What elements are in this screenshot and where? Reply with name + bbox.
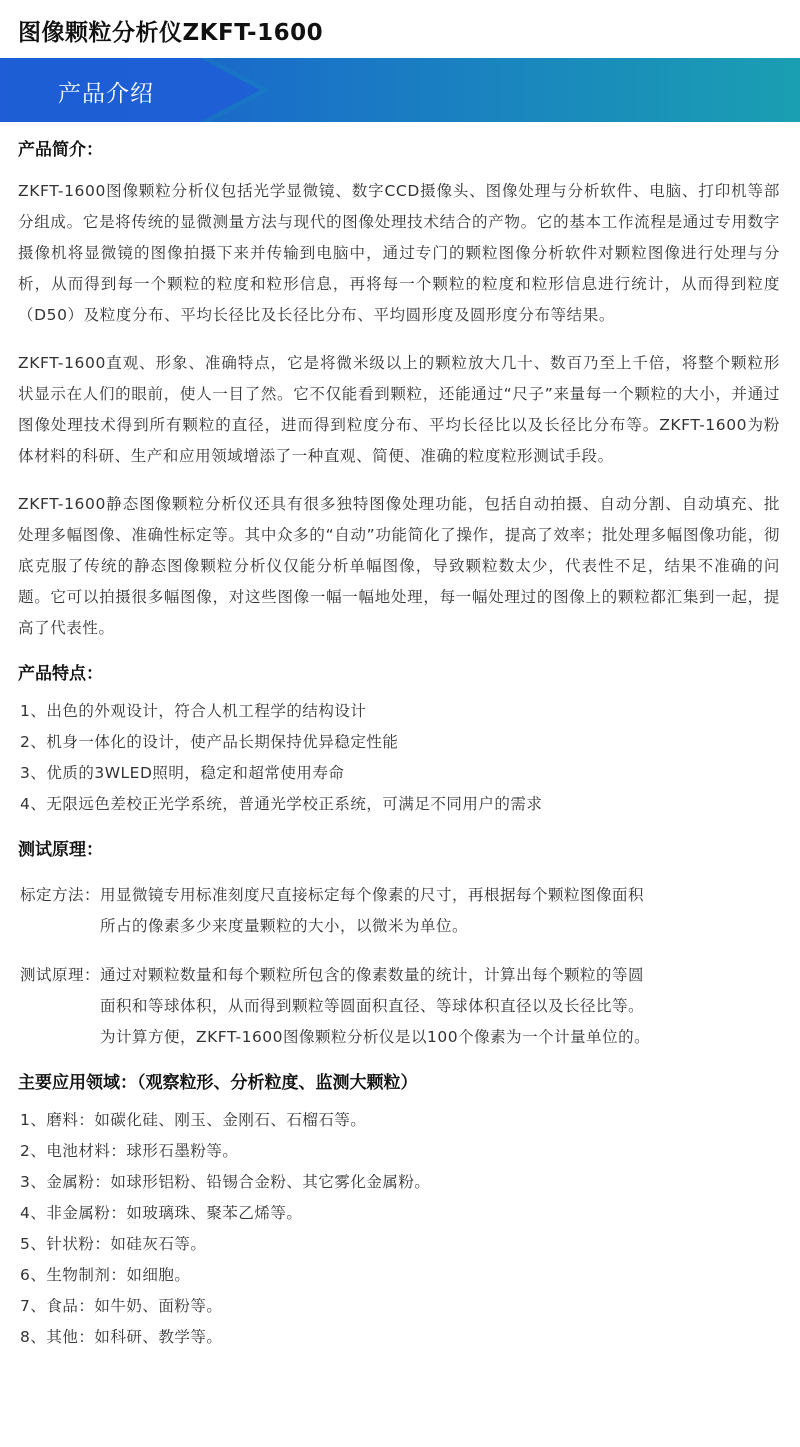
intro-paragraph-2: ZKFT-1600直观、形象、准确特点，它是将微米级以上的颗粒放大几十、数百乃至上千倍，将整个颗粒形状显示在人们的眼前，使人一目了然。它不仅能看到颗粒，还能通过“尺子”来量每一个颗粒的大小，并通过图像处理技术得到所有颗粒的直径，进而得到粒度分布、平均长径比以及长径比分布等。ZKFT-1600为粉体材料的科研、生产和应用领域增添了一种直观、简便、准确的粒度粒形测试手段。 <box>18 354 780 465</box>
principle-line: 所占的像素多少来度量颗粒的大小，以微米为单位。 <box>100 917 469 935</box>
principle-label: 测试原理： <box>20 966 101 984</box>
principle-line: 为计算方便，ZKFT-1600图像颗粒分析仪是以100个像素为一个计量单位的。 <box>100 1028 651 1046</box>
section-banner <box>0 58 800 122</box>
main-content <box>0 132 800 1353</box>
principle-line: 面积和等球体积，从而得到颗粒等圆面积直径、等球体积直径以及长径比等。 <box>100 997 645 1015</box>
list-item: 3、金属粉：如球形铝粉、铅锡合金粉、其它雾化金属粉。 <box>20 1173 431 1191</box>
principle-body <box>100 880 780 942</box>
applications-list <box>20 1105 800 1353</box>
list-item: 1、磨料：如碳化硅、刚玉、金刚石、石榴石等。 <box>20 1111 367 1129</box>
principle-entry-testing <box>20 960 780 1053</box>
list-item: 3、优质的3WLED照明，稳定和超常使用寿命 <box>20 764 345 782</box>
principle-entry-calibration <box>20 880 780 942</box>
principle-line: 通过对颗粒数量和每个颗粒所包含的像素数量的统计，计算出每个颗粒的等圆 <box>100 966 645 984</box>
list-item: 6、生物制剂：如细胞。 <box>20 1266 191 1284</box>
list-item: 4、无限远色差校正光学系统，普通光学校正系统，可满足不同用户的需求 <box>20 795 543 813</box>
intro-paragraph-1: ZKFT-1600图像颗粒分析仪包括光学显微镜、数字CCD摄像头、图像处理与分析软件、电脑、打印机等部分组成。它是将传统的显微测量方法与现代的图像处理技术结合的产物。它的基本工作流程是通过专用数字摄像机将显微镜的图像拍摄下来并传输到电脑中，通过专门的颗粒图像分析软件对颗粒图像进行处理与分析，从而得到每一个颗粒的粒度和粒形信息，再将每一个颗粒的粒度和粒形信息进行统计，从而得到粒度（D50）及粒度分布、平均长径比及长径比分布、平均圆形度及圆形度分布等结果。 <box>18 182 780 324</box>
principle-body <box>100 960 780 1053</box>
page-title: 图像颗粒分析仪ZKFT-1600 <box>18 20 324 46</box>
list-item: 4、非金属粉：如玻璃珠、聚苯乙烯等。 <box>20 1204 303 1222</box>
intro-heading: 产品简介： <box>18 140 103 160</box>
list-item: 2、电池材料：球形石墨粉等。 <box>20 1142 239 1160</box>
list-item: 7、食品：如牛奶、面粉等。 <box>20 1297 223 1315</box>
banner-label: 产品介绍 <box>58 81 154 107</box>
applications-heading: 主要应用领域：（观察粒形、分析粒度、监测大颗粒） <box>18 1073 418 1093</box>
list-item: 1、出色的外观设计，符合人机工程学的结构设计 <box>20 702 367 720</box>
principle-line: 用显微镜专用标准刻度尺直接标定每个像素的尺寸，再根据每个颗粒图像面积 <box>100 886 645 904</box>
list-item: 5、针状粉：如硅灰石等。 <box>20 1235 207 1253</box>
principle-label: 标定方法： <box>20 886 101 904</box>
features-heading: 产品特点： <box>18 664 103 684</box>
list-item: 2、机身一体化的设计，使产品长期保持优异稳定性能 <box>20 733 399 751</box>
principle-heading: 测试原理： <box>18 840 103 860</box>
intro-paragraph-3: ZKFT-1600静态图像颗粒分析仪还具有很多独特图像处理功能，包括自动拍摄、自动分割、自动填充、批处理多幅图像、准确性标定等。其中众多的“自动”功能简化了操作，提高了效率；批处理多幅图像功能，彻底克服了传统的静态图像颗粒分析仪仅能分析单幅图像，导致颗粒数太少，代表性不足，结果不准确的问题。它可以拍摄很多幅图像，对这些图像一幅一幅地处理，每一幅处理过的图像上的颗粒都汇集到一起，提高了代表性。 <box>18 495 780 637</box>
list-item: 8、其他：如科研、教学等。 <box>20 1328 223 1346</box>
features-list <box>20 696 800 820</box>
